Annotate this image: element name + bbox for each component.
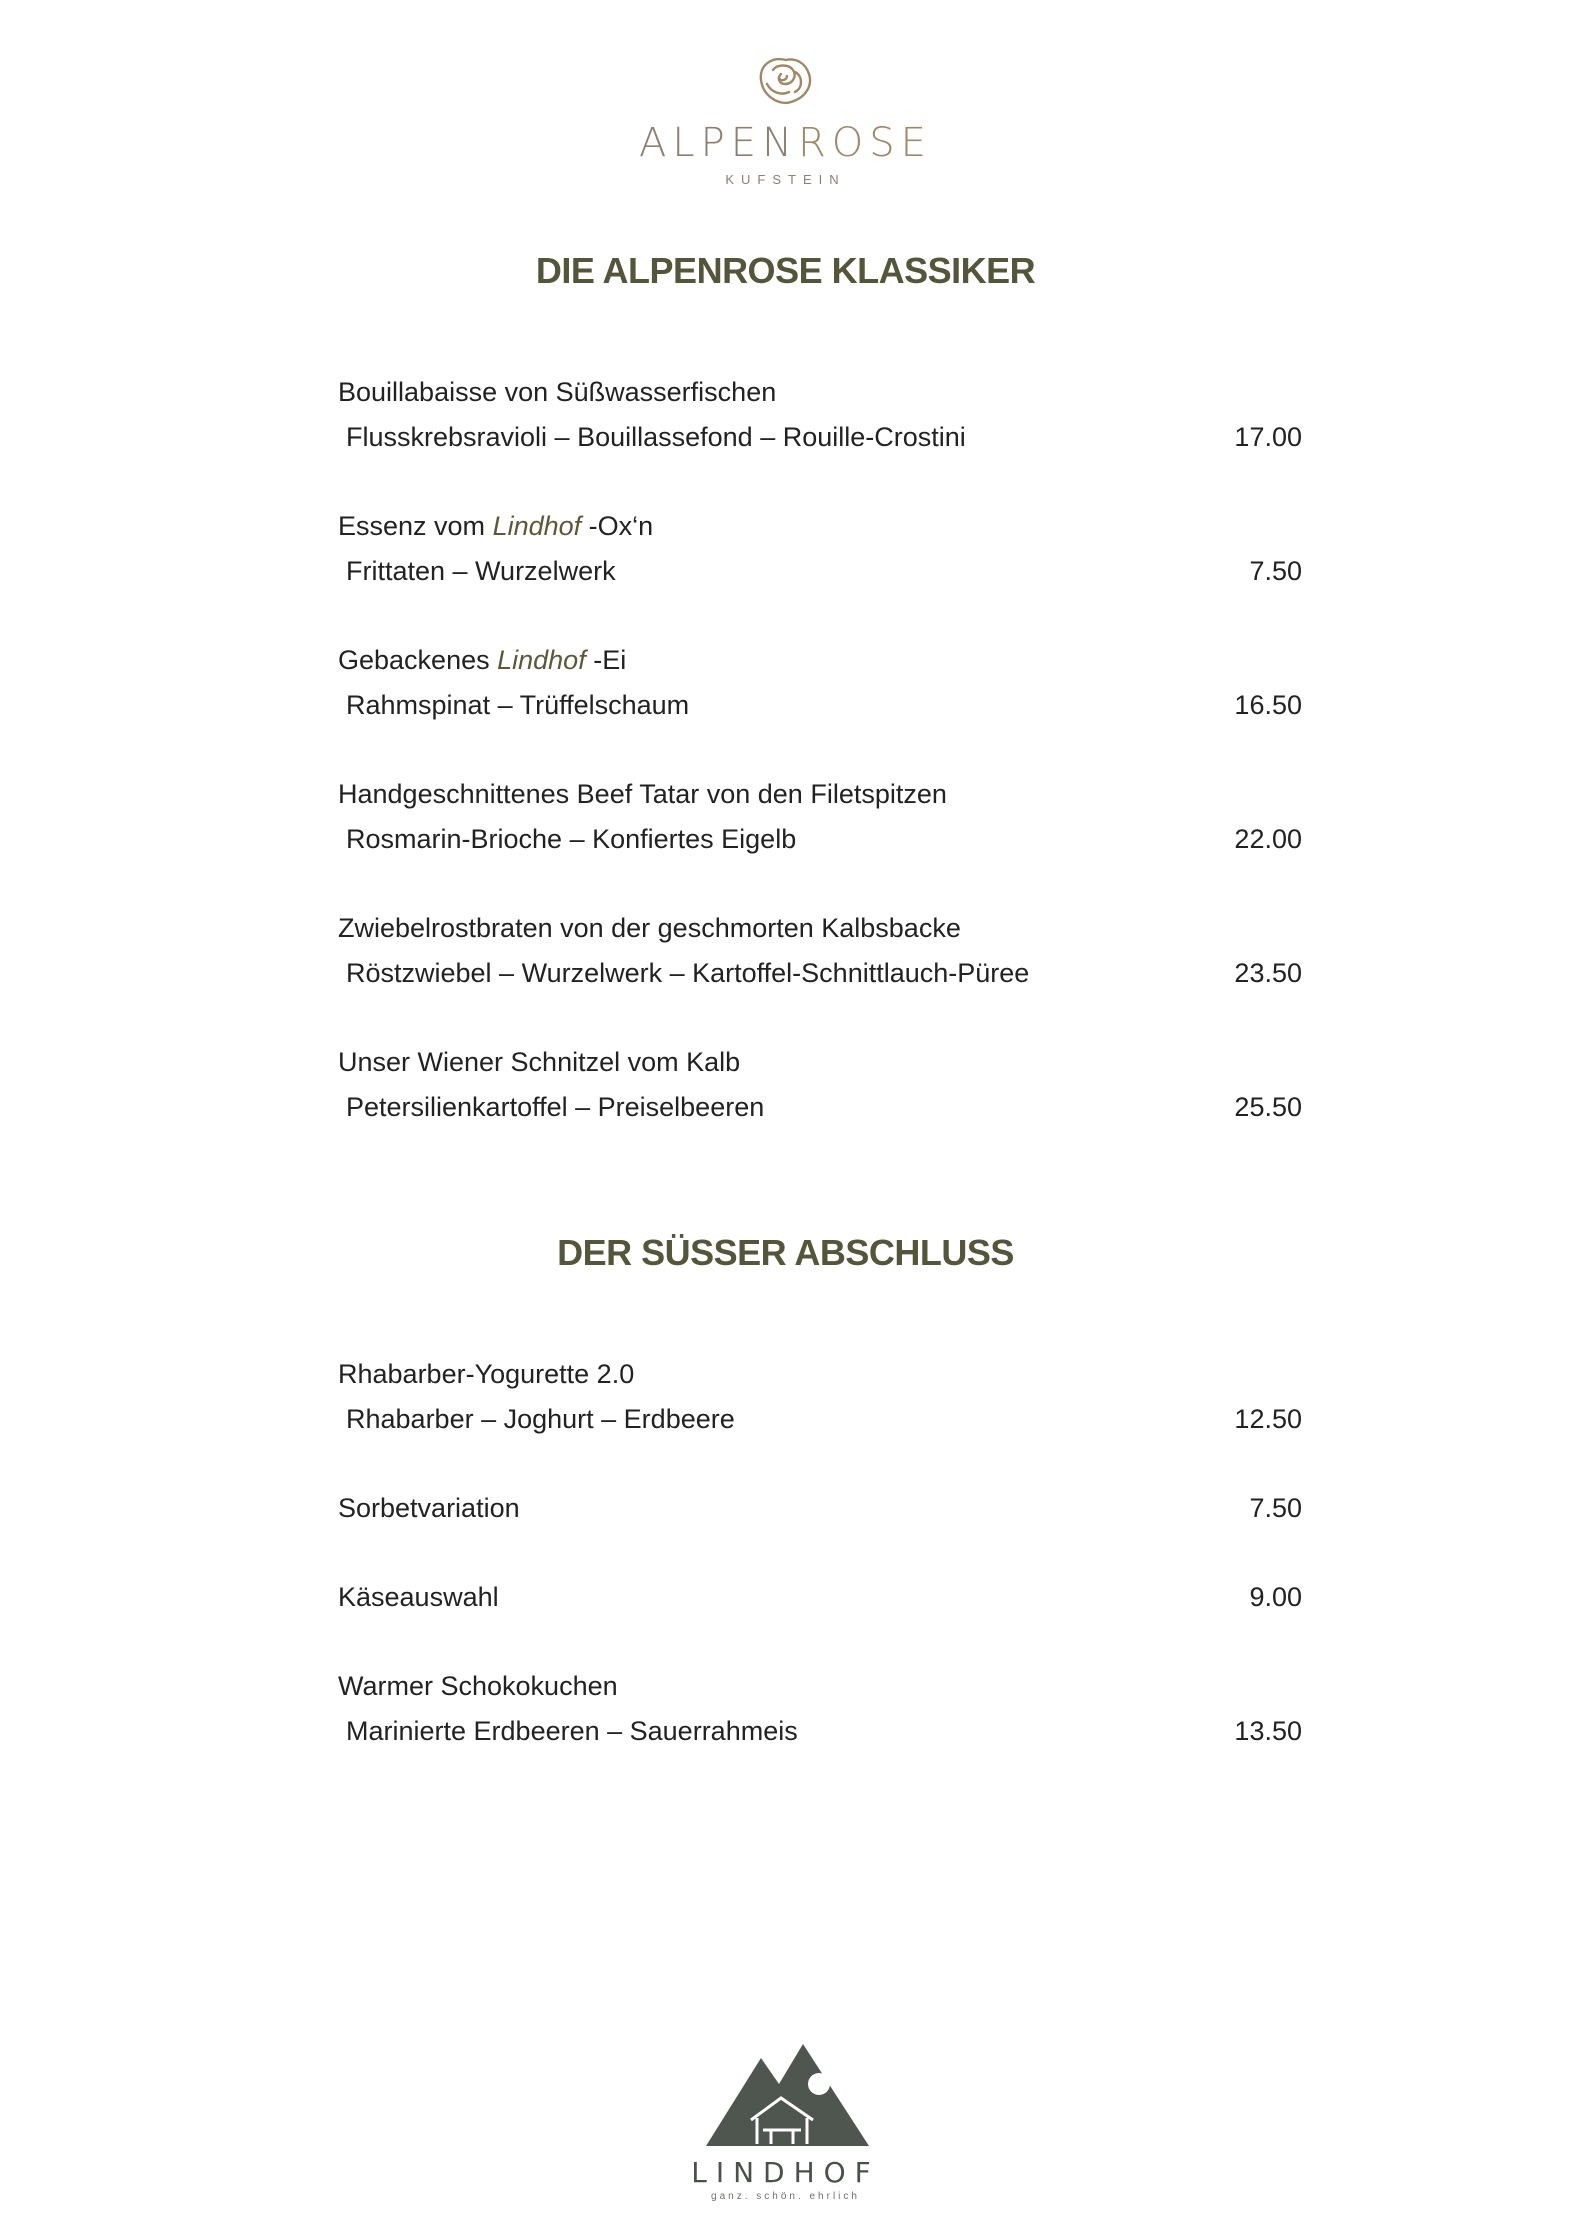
- dish-name: Rhabarber-Yogurette 2.0: [338, 1359, 635, 1389]
- dish-price: 7.50: [1249, 1493, 1302, 1523]
- dish-description: Rosmarin-Brioche – Konfiertes Eigelb: [346, 824, 797, 854]
- menu-item: [338, 504, 1302, 594]
- dish-description: Frittaten – Wurzelwerk: [346, 556, 616, 586]
- menu-item: [338, 1040, 1302, 1130]
- dish-name-suffix: -Ei: [585, 645, 627, 675]
- dish-name-suffix: -Ox‘n: [581, 511, 654, 541]
- brand-name-part2: ROSE: [798, 120, 932, 166]
- dish-price: 12.50: [1234, 1404, 1302, 1434]
- menu-item: [338, 370, 1302, 460]
- brand-location: KUFSTEIN: [725, 172, 846, 187]
- mountain-house-icon: [701, 2038, 871, 2148]
- dish-name: [338, 504, 1302, 549]
- menu-item: [338, 638, 1302, 728]
- section-title-abschluss: DER SÜSSER ABSCHLUSS: [557, 1232, 1014, 1273]
- dish-description: Flusskrebsravioli – Bouillassefond – Rouille-Crostini: [346, 422, 966, 452]
- lindhof-brand-word: Lindhof: [497, 645, 586, 675]
- footer-tagline: ganz. schön. ehrlich: [711, 2191, 860, 2202]
- dish-name: Zwiebelrostbraten von der geschmorten Kalbsbacke: [338, 913, 961, 943]
- rose-icon: [751, 52, 821, 112]
- dish-name: Bouillabaisse von Süßwasserfischen: [338, 377, 777, 407]
- dish-price: 17.00: [1234, 422, 1302, 452]
- dish-description: Petersilienkartoffel – Preiselbeeren: [346, 1092, 765, 1122]
- brand-name: [639, 120, 932, 166]
- dish-description: Rahmspinat – Trüffelschaum: [346, 690, 690, 720]
- menu-item: [338, 772, 1302, 862]
- dish-price: 23.50: [1234, 958, 1302, 988]
- dish-description: Marinierte Erdbeeren – Sauerrahmeis: [346, 1716, 798, 1746]
- footer-brand-name: LINDHOF: [691, 2156, 880, 2189]
- dish-name-prefix: Gebackenes: [338, 645, 498, 675]
- dish-price: 13.50: [1234, 1716, 1302, 1746]
- menu-item: [338, 1486, 1302, 1531]
- menu-item: [338, 1352, 1302, 1442]
- dish-price: 25.50: [1234, 1092, 1302, 1122]
- dish-price: 7.50: [1249, 556, 1302, 586]
- dish-price: 9.00: [1249, 1582, 1302, 1612]
- dish-name: Handgeschnittenes Beef Tatar von den Filetspitzen: [338, 779, 947, 809]
- menu-item: [338, 906, 1302, 996]
- dish-name: Käseauswahl: [338, 1582, 499, 1612]
- dish-description: Röstzwiebel – Wurzelwerk – Kartoffel-Schnittlauch-Püree: [346, 958, 1030, 988]
- section-title-klassiker: DIE ALPENROSE KLASSIKER: [535, 250, 1036, 291]
- menu-item: [338, 1575, 1302, 1620]
- dish-name: Unser Wiener Schnitzel vom Kalb: [338, 1047, 741, 1077]
- brand-name-part1: ALPEN: [639, 120, 798, 166]
- dish-name: [338, 638, 1302, 683]
- dish-name: Sorbetvariation: [338, 1493, 520, 1523]
- lindhof-brand-word: Lindhof: [492, 511, 582, 541]
- alpenrose-logo: [0, 52, 1571, 187]
- dish-price: 22.00: [1234, 824, 1302, 854]
- menu-item: [338, 1664, 1302, 1754]
- dish-price: 16.50: [1234, 690, 1302, 720]
- dish-name-prefix: Essenz vom: [338, 511, 493, 541]
- lindhof-logo: [0, 2038, 1571, 2202]
- dish-description: Rhabarber – Joghurt – Erdbeere: [346, 1404, 735, 1434]
- dish-name: Warmer Schokokuchen: [338, 1671, 618, 1701]
